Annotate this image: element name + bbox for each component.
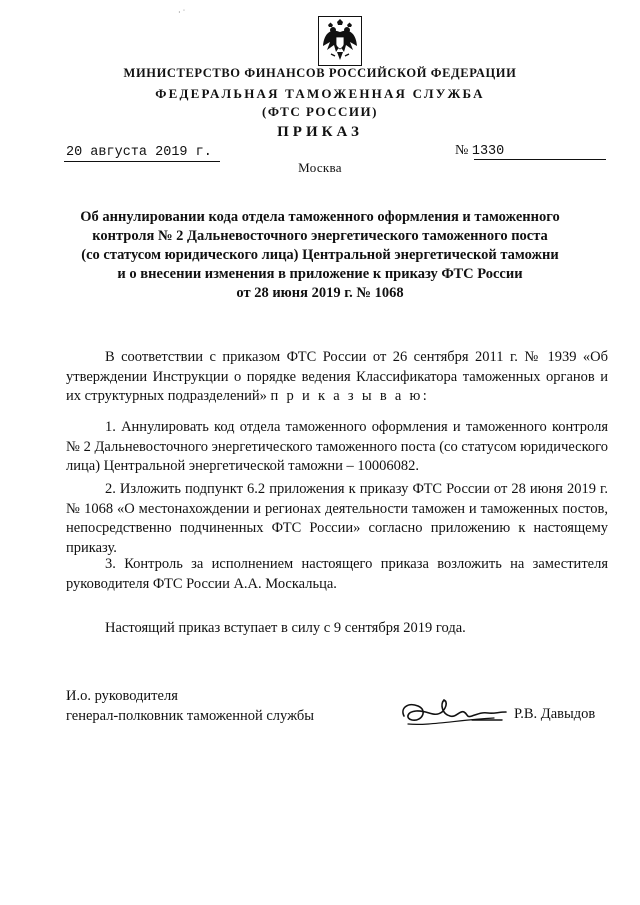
order-date: 20 августа 2019 г. [66, 145, 212, 160]
order-number [455, 143, 504, 159]
scan-mark: · ˙ [178, 8, 186, 17]
heading-line: Об аннулировании кода отдела таможенного оформления и таможенного [80, 209, 560, 225]
signatory-title-line: И.о. руководителя [66, 688, 178, 704]
heading-line: от 28 июня 2019 г. № 1068 [236, 285, 404, 301]
service-abbreviation: (ФТС РОССИИ) [262, 104, 378, 119]
item-2: 2. Изложить подпункт 6.2 приложения к приказу ФТС России от 28 июня 2019 г. № 1068 «О местонахождении и регионах деятельности таможен и таможенных постов, непосредственно подчиненных ФТС России» согласно приложению к настоящему приказу. [66, 481, 608, 556]
service-name: ФЕДЕРАЛЬНАЯ ТАМОЖЕННАЯ СЛУЖБА [155, 86, 485, 101]
handwritten-signature-icon [398, 694, 510, 734]
number-value: 1330 [471, 144, 505, 159]
ministry-name: МИНИСТЕРСТВО ФИНАНСОВ РОССИЙСКОЙ ФЕДЕРАЦИИ [123, 66, 517, 80]
document-type: ПРИКАЗ [277, 124, 363, 140]
city: Москва [298, 160, 342, 175]
order-heading [60, 208, 580, 303]
number-label: № [455, 143, 469, 158]
heading-line: (со статусом юридического лица) Центральной энергетической таможни [81, 247, 559, 263]
signatory-title [66, 686, 314, 726]
effective-date-paragraph: Настоящий приказ вступает в силу с 9 сентября 2019 года. [105, 620, 466, 636]
state-emblem-icon [318, 16, 362, 66]
preamble-text: В соответствии с приказом ФТС России от 26 сентября 2011 г. № 1939 «Об утверждении Инструкции о порядке ведения Классификатора таможенных органов и их структурных подразделений» [66, 349, 608, 404]
decree-word: п р и к а з ы в а ю: [270, 388, 430, 404]
preamble-paragraph [66, 348, 608, 407]
item-1: 1. Аннулировать код отдела таможенного оформления и таможенного контроля № 2 Дальневосточного энергетического таможенного поста (со статусом юридического лица) Центральной энергетической таможни – 10006082. [66, 419, 608, 474]
heading-line: и о внесении изменения в приложение к приказу ФТС России [117, 266, 523, 282]
item-3: 3. Контроль за исполнением настоящего приказа возложить на заместителя руководителя ФТС России А.А. Москальца. [66, 556, 608, 592]
signatory-name: Р.В. Давыдов [514, 706, 596, 722]
signatory-title-line: генерал-полковник таможенной службы [66, 708, 315, 724]
heading-line: контроля № 2 Дальневосточного энергетического таможенного поста [92, 228, 548, 244]
